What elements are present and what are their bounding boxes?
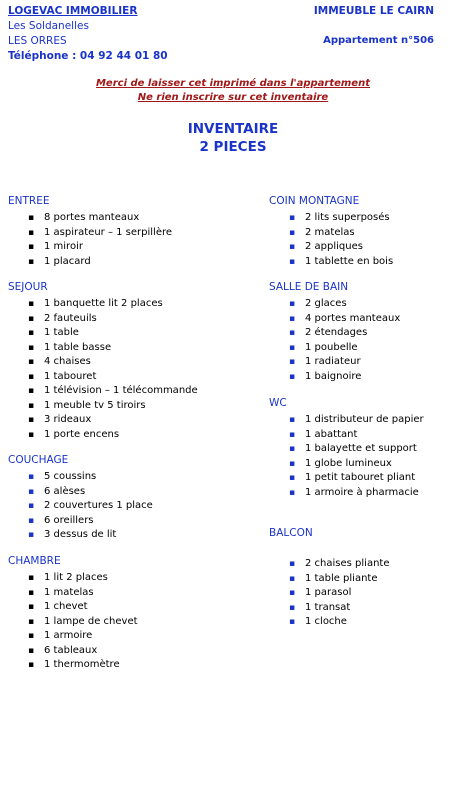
bullet-icon: ▪ (28, 472, 35, 482)
bullet-icon: ▪ (28, 645, 35, 656)
list-item (8, 240, 172, 255)
item-label: 1 lit 2 places (44, 572, 108, 583)
item-label: 1 radiateur (305, 356, 361, 367)
list-item (269, 370, 400, 385)
section-sejour (8, 280, 198, 442)
bullet-icon: ▪ (28, 357, 35, 367)
bullet-icon: ▪ (289, 328, 296, 338)
phone-number: Téléphone : 04 92 44 01 80 (8, 50, 168, 62)
list-item (8, 644, 138, 659)
item-label: 1 table (44, 327, 79, 338)
section-title: SEJOUR (8, 281, 48, 293)
list-item (8, 485, 153, 500)
list-item (8, 297, 198, 312)
list-item (269, 312, 400, 327)
title-line-2: 2 PIECES (199, 139, 267, 155)
apartment-number: Appartement n°506 (323, 35, 434, 46)
item-label: 1 baignoire (305, 370, 362, 382)
bullet-icon: ▪ (289, 371, 296, 382)
list-item (8, 658, 138, 673)
section-title: COIN MONTAGNE (269, 195, 360, 207)
item-label: 1 miroir (44, 241, 83, 252)
title-line-1: INVENTAIRE (187, 121, 279, 137)
item-list (8, 297, 198, 442)
list-item (8, 528, 153, 543)
item-list (8, 211, 172, 269)
list-item (8, 586, 138, 601)
list-item (8, 629, 138, 644)
item-label: 1 abattant (305, 428, 358, 440)
list-item (8, 341, 198, 356)
item-label: 2 étendages (305, 327, 368, 338)
list-item (8, 255, 172, 270)
bullet-icon: ▪ (28, 530, 35, 540)
list-item (269, 486, 424, 501)
list-item (269, 442, 424, 457)
building-name: IMMEUBLE LE CAIRN (313, 5, 434, 17)
item-label: 2 glaces (305, 298, 347, 309)
section-couchage (8, 453, 153, 543)
document-title (0, 120, 466, 156)
section-salle-de-bain (269, 280, 400, 384)
address-line-1: Les Soldanelles (8, 20, 89, 32)
bullet-icon: ▪ (28, 328, 35, 338)
section-title: ENTREE (8, 195, 50, 207)
item-label: 6 alèses (44, 485, 86, 497)
list-item (8, 312, 198, 327)
bullet-icon: ▪ (289, 213, 296, 223)
list-item (269, 413, 424, 428)
list-item (269, 428, 424, 443)
bullet-icon: ▪ (289, 602, 296, 613)
item-label: 1 tablette en bois (305, 255, 394, 267)
item-list (8, 571, 138, 673)
item-list (269, 211, 393, 269)
bullet-icon: ▪ (28, 616, 35, 627)
bullet-icon: ▪ (28, 342, 35, 353)
bullet-icon: ▪ (28, 242, 35, 252)
list-item (8, 370, 198, 385)
list-item (8, 600, 138, 615)
item-label: 1 balayette et support (305, 443, 417, 454)
item-label: 2 lits superposés (305, 212, 390, 223)
item-label: 1 parasol (305, 587, 352, 598)
list-item (8, 499, 153, 514)
item-label: 1 globe lumineux (305, 457, 392, 469)
list-item (8, 413, 198, 428)
item-label: 4 portes manteaux (305, 312, 401, 324)
item-label: 1 tabouret (44, 370, 97, 382)
bullet-icon: ▪ (28, 386, 35, 396)
list-item (8, 514, 153, 529)
notice (0, 77, 466, 105)
bullet-icon: ▪ (289, 588, 296, 598)
item-label: 1 table basse (44, 341, 112, 353)
bullet-icon: ▪ (28, 400, 35, 411)
list-item (269, 326, 400, 341)
section-title: BALCON (269, 527, 313, 539)
item-label: 2 couvertures 1 place (44, 500, 153, 511)
item-label: 3 rideaux (44, 414, 92, 425)
bullet-icon: ▪ (289, 357, 296, 367)
section-entree (8, 194, 172, 269)
list-item (269, 341, 400, 356)
list-item (8, 326, 198, 341)
section-title: WC (269, 397, 287, 409)
bullet-icon: ▪ (28, 227, 35, 238)
list-item (8, 571, 138, 586)
item-label: 1 thermomètre (44, 659, 120, 670)
bullet-icon: ▪ (289, 559, 296, 569)
list-item (269, 297, 400, 312)
bullet-icon: ▪ (289, 342, 296, 353)
list-item (269, 615, 389, 630)
item-list (269, 557, 389, 630)
item-label: 1 petit tabouret pliant (305, 472, 416, 483)
list-item (269, 557, 389, 572)
list-item (8, 615, 138, 630)
address-line-2: LES ORRES (8, 35, 67, 47)
bullet-icon: ▪ (28, 501, 35, 511)
bullet-icon: ▪ (289, 429, 296, 440)
item-label: 1 placard (44, 255, 91, 267)
bullet-icon: ▪ (289, 415, 296, 425)
notice-line-2: Ne rien inscrire sur cet inventaire (137, 92, 329, 103)
list-item (8, 399, 198, 414)
item-label: 6 oreillers (44, 514, 94, 526)
list-item (8, 211, 172, 226)
item-label: 1 table pliante (305, 572, 378, 584)
section-wc (269, 396, 424, 500)
list-item (269, 457, 424, 472)
bullet-icon: ▪ (289, 299, 296, 309)
notice-line-1: Merci de laisser cet imprimé dans l'appartement (95, 78, 370, 89)
list-item (269, 211, 393, 226)
header-left (8, 4, 168, 64)
bullet-icon: ▪ (289, 487, 296, 498)
list-item (8, 428, 198, 443)
bullet-icon: ▪ (289, 473, 296, 483)
section-title: COUCHAGE (8, 454, 69, 466)
bullet-icon: ▪ (289, 256, 296, 267)
list-item (269, 226, 393, 241)
list-item (8, 355, 198, 370)
bullet-icon: ▪ (28, 299, 35, 309)
section-title: CHAMBRE (8, 555, 61, 567)
item-list (269, 297, 400, 384)
bullet-icon: ▪ (28, 515, 35, 526)
item-label: 1 transat (305, 601, 351, 613)
item-label: 1 télévision – 1 télécommande (44, 385, 198, 396)
bullet-icon: ▪ (28, 415, 35, 425)
item-label: 1 aspirateur – 1 serpillère (44, 226, 173, 238)
item-label: 2 matelas (305, 226, 355, 238)
bullet-icon: ▪ (289, 227, 296, 238)
item-label: 2 fauteuils (44, 312, 97, 324)
bullet-icon: ▪ (289, 617, 296, 627)
bullet-icon: ▪ (28, 213, 35, 223)
bullet-icon: ▪ (28, 486, 35, 497)
bullet-icon: ▪ (28, 602, 35, 612)
item-label: 1 matelas (44, 586, 94, 598)
bullet-icon: ▪ (28, 256, 35, 267)
bullet-icon: ▪ (289, 313, 296, 324)
bullet-icon: ▪ (28, 631, 35, 641)
item-label: 1 lampe de chevet (44, 615, 138, 627)
section-coin-montagne (269, 194, 393, 269)
item-label: 2 appliques (305, 241, 363, 252)
item-list (269, 413, 424, 500)
bullet-icon: ▪ (289, 458, 296, 469)
list-item (269, 355, 400, 370)
list-item (8, 470, 153, 485)
item-label: 1 poubelle (305, 341, 358, 353)
list-item (269, 601, 389, 616)
item-label: 2 chaises pliante (305, 558, 390, 569)
section-balcon (269, 526, 389, 630)
item-label: 1 armoire à pharmacie (305, 486, 419, 498)
list-item (269, 572, 389, 587)
item-label: 1 armoire (44, 630, 93, 641)
item-label: 1 chevet (44, 601, 88, 612)
company-name: LOGEVAC IMMOBILIER (8, 5, 138, 17)
list-item (269, 471, 424, 486)
item-label: 1 banquette lit 2 places (44, 298, 163, 309)
list-item (8, 384, 198, 399)
list-item (269, 586, 389, 601)
item-label: 1 porte encens (44, 428, 120, 440)
item-label: 1 distributeur de papier (305, 414, 424, 425)
item-label: 5 coussins (44, 471, 97, 482)
bullet-icon: ▪ (289, 242, 296, 252)
item-label: 6 tableaux (44, 644, 98, 656)
bullet-icon: ▪ (289, 573, 296, 584)
list-item (269, 240, 393, 255)
bullet-icon: ▪ (28, 660, 35, 670)
item-label: 8 portes manteaux (44, 212, 140, 223)
section-title: SALLE DE BAIN (269, 281, 349, 293)
item-label: 1 meuble tv 5 tiroirs (44, 399, 146, 411)
bullet-icon: ▪ (28, 429, 35, 440)
section-chambre (8, 554, 138, 673)
bullet-icon: ▪ (289, 444, 296, 454)
bullet-icon: ▪ (28, 573, 35, 583)
item-label: 1 cloche (305, 616, 347, 627)
item-list (8, 470, 153, 543)
list-item (8, 226, 172, 241)
bullet-icon: ▪ (28, 371, 35, 382)
bullet-icon: ▪ (28, 313, 35, 324)
item-label: 4 chaises (44, 356, 91, 367)
list-item (269, 255, 393, 270)
bullet-icon: ▪ (28, 587, 35, 598)
item-label: 3 dessus de lit (44, 529, 117, 540)
